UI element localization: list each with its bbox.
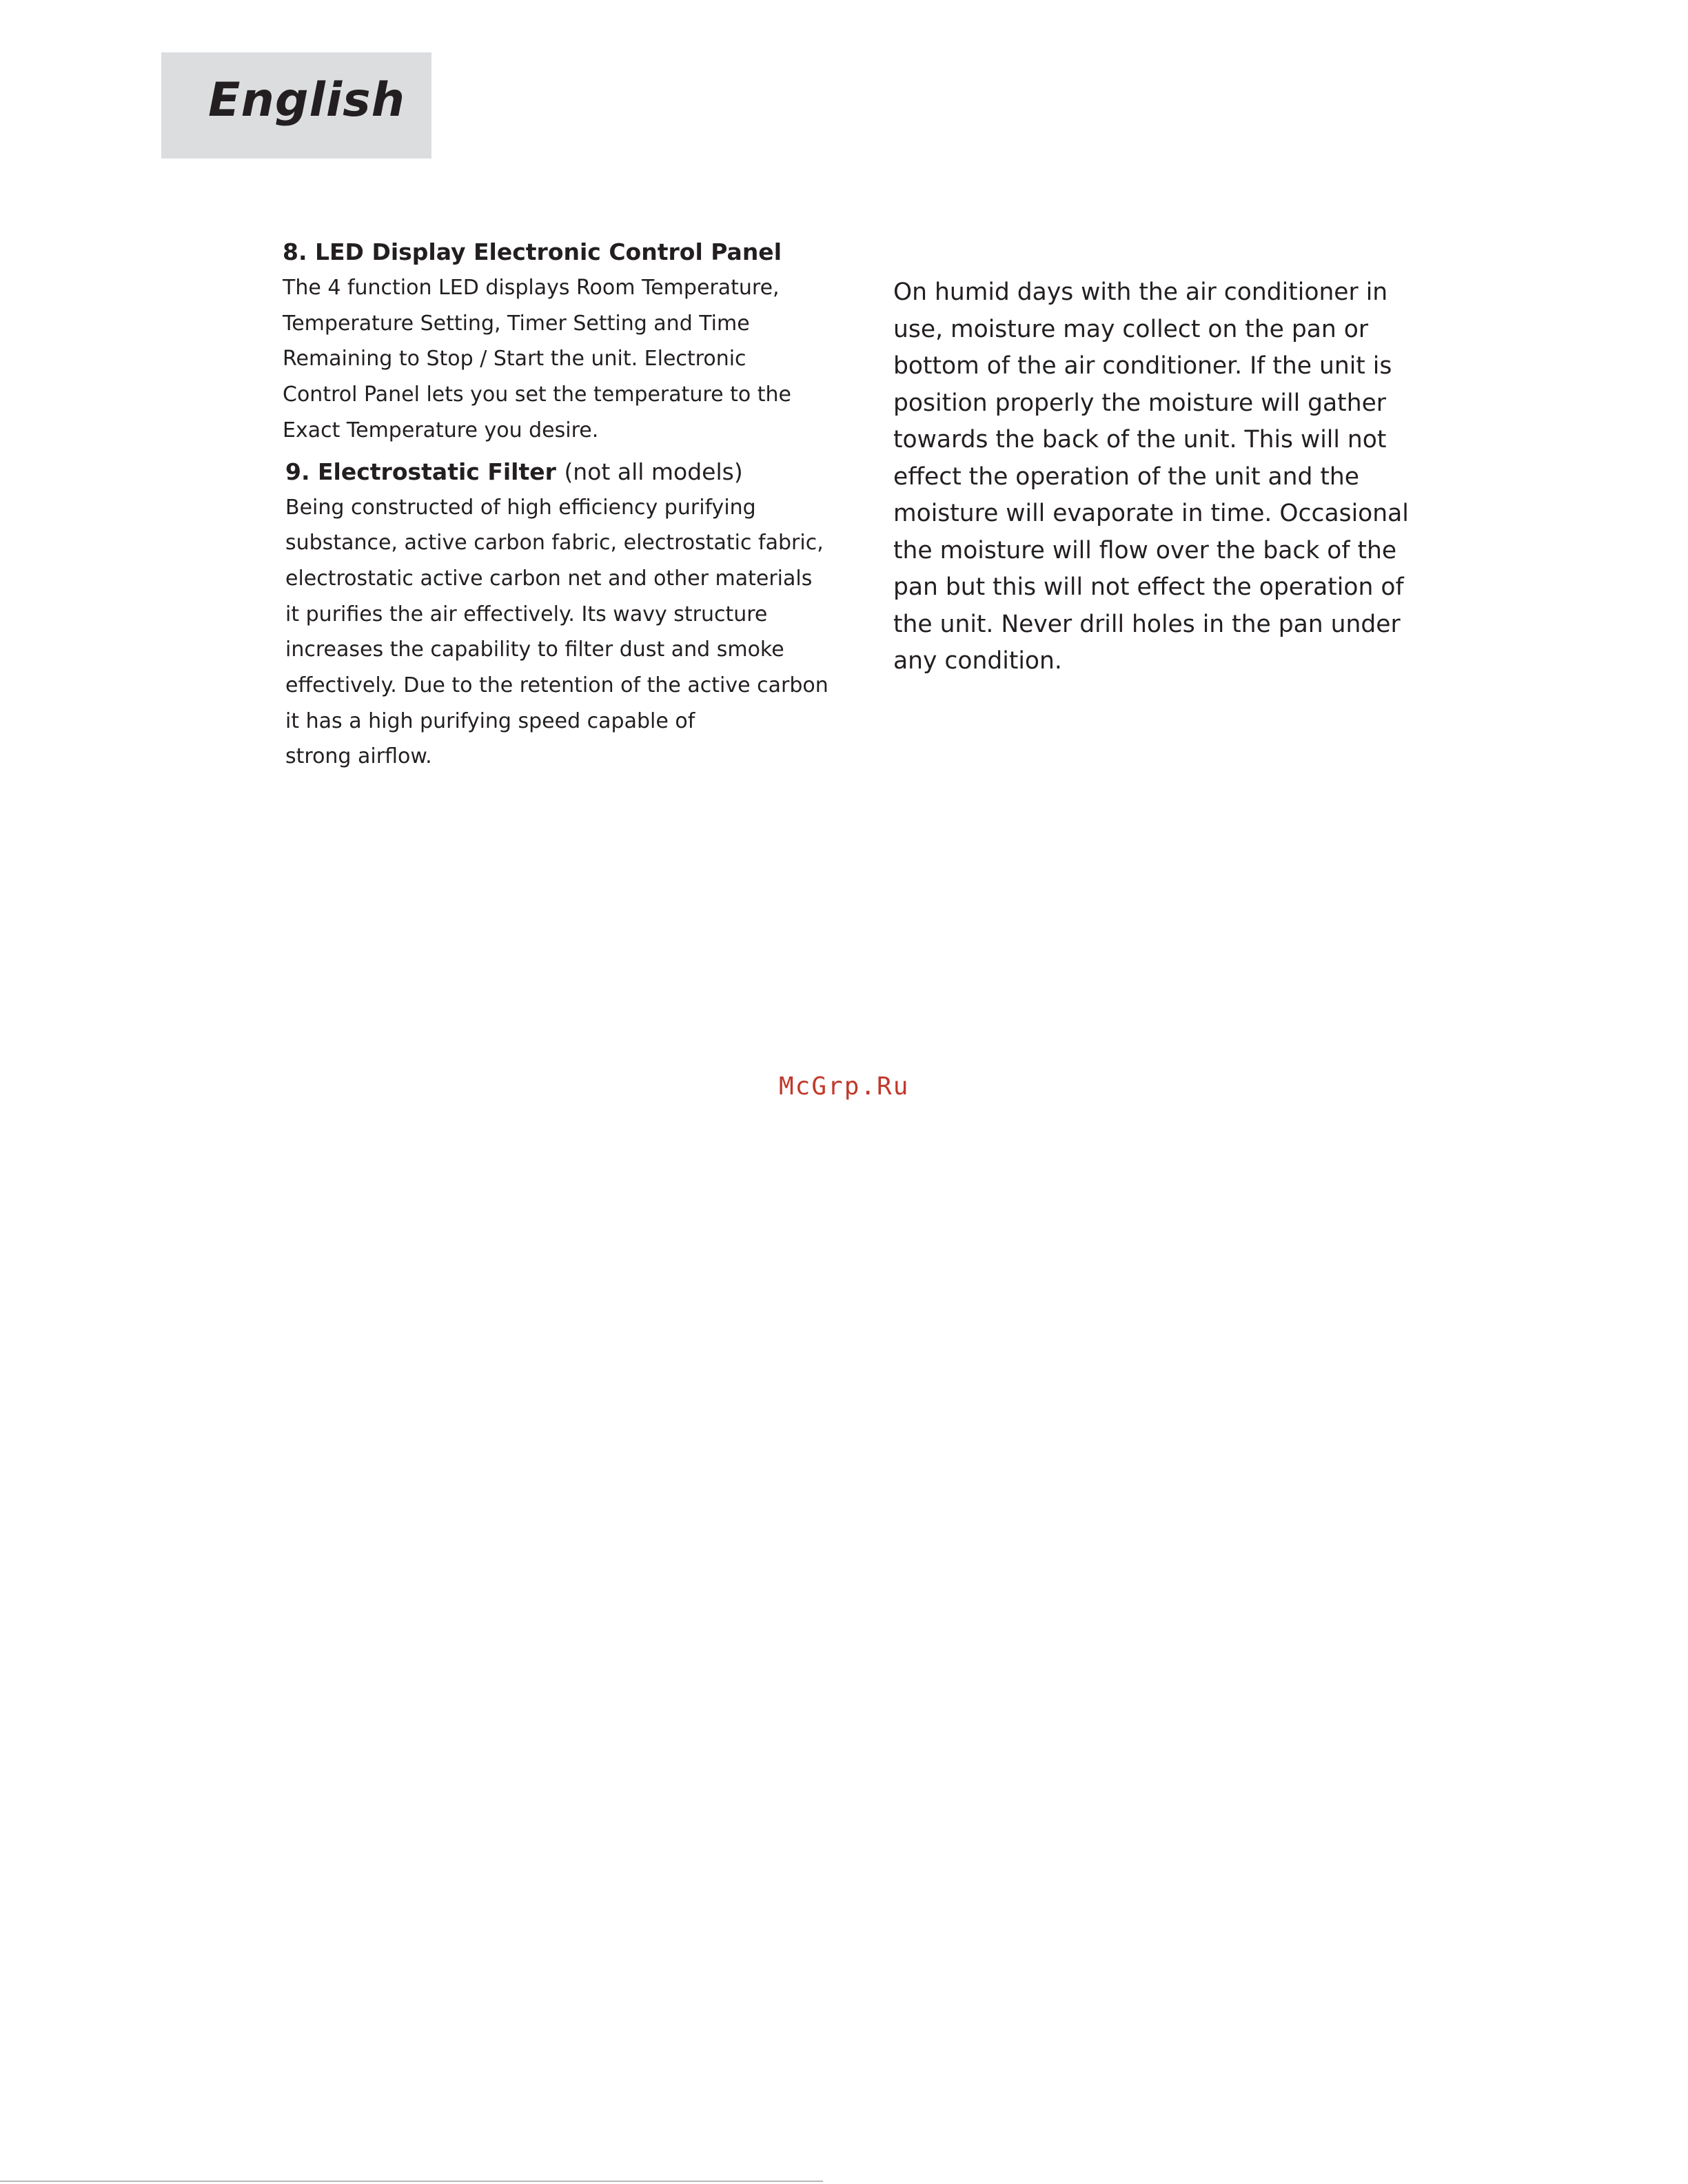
left-column [283, 234, 828, 775]
humidity-note [893, 274, 1417, 680]
bottom-divider [0, 2181, 823, 2182]
section-9-line: electrostatic active carbon net and other materials [285, 566, 813, 591]
section-9-title-note: (not all models) [564, 458, 743, 485]
humidity-note-line: the moisture will flow over the back of the [893, 536, 1397, 564]
section-led-display [283, 234, 806, 449]
section-9-line: Being constructed of high efficiency purifying [285, 495, 756, 520]
language-label: English [208, 73, 406, 127]
section-8-line: Exact Temperature you desire. [283, 418, 599, 442]
humidity-note-line: bottom of the air conditioner. If the unit is [893, 352, 1392, 380]
section-9-heading [285, 454, 806, 490]
section-8-title: 8. LED Display Electronic Control Panel [283, 238, 782, 265]
humidity-note-line: towards the back of the unit. This will not [893, 426, 1387, 453]
section-8-body [283, 270, 806, 449]
watermark: McGrp.Ru [779, 1072, 910, 1101]
humidity-note-line: position properly the moisture will gather [893, 389, 1386, 417]
section-9-body [285, 490, 828, 775]
section-9-line: increases the capability to filter dust and smoke [285, 637, 784, 662]
section-9-line: it purifies the air effectively. Its wavy structure [285, 602, 768, 626]
section-electrostatic-filter [283, 454, 828, 775]
humidity-note-line: On humid days with the air conditioner in [893, 278, 1388, 306]
humidity-note-line: moisture will evaporate in time. Occasional [893, 500, 1409, 527]
humidity-note-line: effect the operation of the unit and the [893, 462, 1359, 491]
section-9-line: substance, active carbon fabric, electrostatic fabric, [285, 531, 824, 555]
section-8-line: The 4 function LED displays Room Temperature, [283, 276, 780, 300]
section-8-line: Remaining to Stop / Start the unit. Electronic [283, 347, 746, 371]
humidity-note-line: use, moisture may collect on the pan or [893, 315, 1369, 343]
section-8-line: Temperature Setting, Timer Setting and Time [283, 311, 750, 336]
section-9-line: strong airflow. [285, 744, 432, 769]
section-9-line: it has a high purifying speed capable of [285, 708, 695, 733]
section-8-line: Control Panel lets you set the temperature to the [283, 382, 791, 407]
section-9-line: effectively. Due to the retention of the active carbon [285, 673, 828, 698]
humidity-note-line: any condition. [893, 647, 1062, 675]
section-9-title: 9. Electrostatic Filter [285, 458, 556, 485]
humidity-note-line: pan but this will not effect the operation of [893, 573, 1404, 601]
humidity-note-line: the unit. Never drill holes in the pan under [893, 610, 1401, 638]
language-tab [161, 52, 431, 159]
